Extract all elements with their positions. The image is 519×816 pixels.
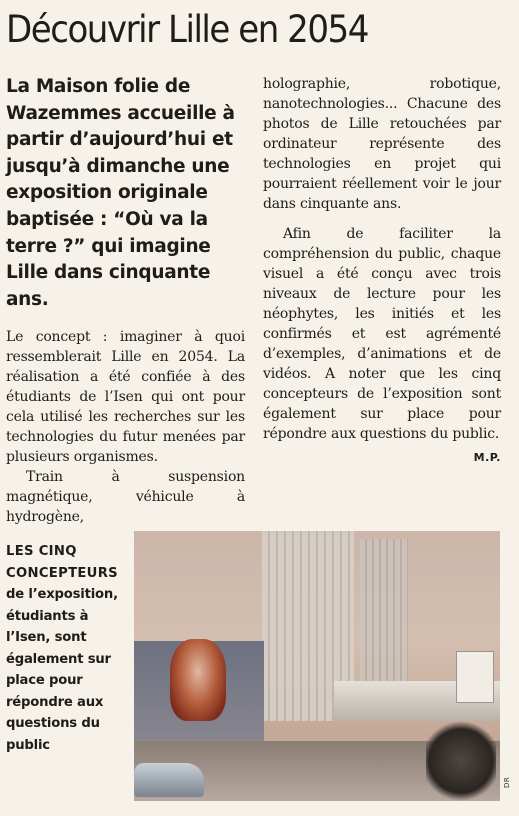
caption-head: LES CINQ CONCEPTEURS: [6, 544, 118, 581]
left-column: [6, 74, 245, 527]
author-signature: M.P.: [473, 451, 501, 464]
photo-tree: [426, 721, 496, 801]
caption-body: de l’exposition, étudiants à l’Isen, sont également sur place pour répondre aux questions du public: [6, 587, 118, 753]
photo-hologram-face: [170, 639, 226, 721]
photo-credit: DR: [503, 776, 511, 788]
body-paragraph-2-end: holographie, robotique, nanotechnologies... Chacune des photos de Lille retouchées par ordinateur représente des technologies en projet qui pourraient réellement voir le jour dans cinquante ans.: [263, 76, 501, 212]
body-paragraph-2-start: Train à suspension magnétique, véhicule à hydrogène,: [6, 469, 245, 526]
body-paragraph-3-text: Afin de faciliter la compréhension du public, chaque visuel a été conçu avec trois niveaux de lecture pour les néophytes, les initiés et les confirmés et est agrémenté d’exemples, d’animations et de vidéos. A noter que les cinq concepteurs de l’exposition sont également sur place pour répondre aux questions du public.: [263, 226, 501, 442]
photo-lille-2054: [134, 531, 500, 801]
photo-car: [134, 763, 204, 797]
right-column: [263, 74, 501, 468]
body-paragraph-1: Le concept : imaginer à quoi ressemblerait Lille en 2054. La réalisation a été confiée à des étudiants de l’Isen qui ont pour cela utilisé les recherches sur les technologies du futur menées par plusieurs organismes.: [6, 329, 245, 466]
photo-sign: [456, 651, 494, 703]
photo-caption: [6, 541, 132, 756]
lead-paragraph: La Maison folie de Wazemmes accueille à partir d’aujourd’hui et jusqu’à dimanche une exposition originale baptisée : “Où va la terre ?” qui imagine Lille dans cinquante ans.: [6, 76, 235, 310]
body-paragraph-3: [263, 224, 501, 464]
headline: Découvrir Lille en 2054: [6, 8, 368, 51]
